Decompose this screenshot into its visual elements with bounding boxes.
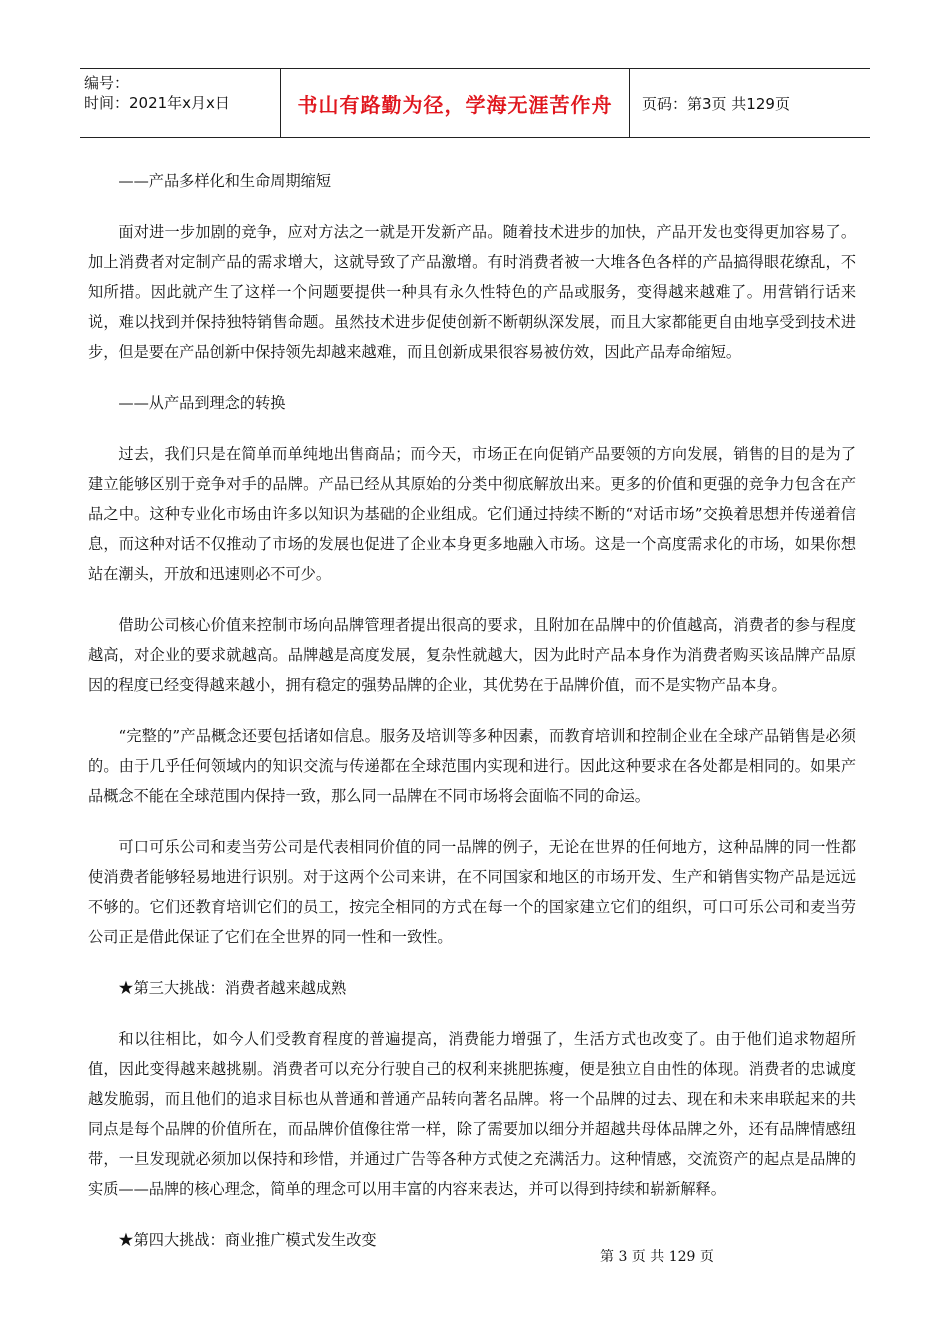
section-subheading: ——产品多样化和生命周期缩短 [118,172,332,190]
document-body [88,166,856,1276]
page-header [80,68,870,138]
section-heading: ★第四大挑战：商业推广模式发生改变 [118,1231,377,1249]
body-paragraph: 过去，我们只是在简单而单纯地出售商品；而今天，市场正在向促销产品要领的方向发展，销售的目的是为了建立能够区别于竞争对手的品牌。产品已经从其原始的分类中彻底解放出来。更多的价值和更强的竞争力包含在产品之中。这种专业化市场由许多以知识为基础的企业组成。它们通过持续不断的“对话市场”交换着思想并传递着信息，而这种对话不仅推动了市场的发展也促进了企业本身更多地融入市场。这是一个高度需求化的市场，如果你想站在潮头，开放和迅速则必不可少。 [88,445,856,583]
body-paragraph: 借助公司核心价值来控制市场向品牌管理者提出很高的要求，且附加在品牌中的价值越高，消费者的参与程度越高，对企业的要求就越高。品牌越是高度发展，复杂性就越大，因为此时产品本身作为消费者购买该品牌产品原因的程度已经变得越来越小，拥有稳定的强势品牌的企业，其优势在于品牌价值，而不是实物产品本身。 [88,616,856,694]
body-paragraph: “完整的”产品概念还要包括诸如信息。服务及培训等多种因素，而教育培训和控制企业在全球产品销售是必须的。由于几乎任何领域内的知识交流与传递都在全球范围内实现和进行。因此这种要求在各处都是相同的。如果产品概念不能在全球范围内保持一致，那么同一品牌在不同市场将会面临不同的命运。 [88,727,856,805]
section-heading: ★第三大挑战：消费者越来越成熟 [118,979,347,997]
body-paragraph: 可口可乐公司和麦当劳公司是代表相同价值的同一品牌的例子，无论在世界的任何地方，这种品牌的同一性都使消费者能够轻易地进行识别。对于这两个公司来讲，在不同国家和地区的市场开发、生产和销售实物产品是远远不够的。它们还教育培训它们的员工，按完全相同的方式在每一个的国家建立它们的组织，可口可乐公司和麦当劳公司正是借此保证了它们在全世界的同一性和一致性。 [88,838,856,946]
header-page-info: 页码：第3页 共129页 [642,94,790,113]
section-subheading: ——从产品到理念的转换 [118,394,286,412]
header-motto: 书山有路勤为径，学海无涯苦作舟 [281,69,630,137]
document-time-label: 时间：2021年x月x日 [84,94,230,112]
body-paragraph: 和以往相比，如今人们受教育程度的普遍提高，消费能力增强了，生活方式也改变了。由于他们追求物超所值，因此变得越来越挑剔。消费者可以充分行驶自己的权利来挑肥拣瘦，便是独立自由性的体现。消费者的忠诚度越发脆弱，而且他们的追求目标也从普通和普通产品转向著名品牌。将一个品牌的过去、现在和未来串联起来的共同点是每个品牌的价值所在，而品牌价值像往常一样，除了需要加以细分并超越共母体品牌之外，还有品牌情感纽带，一旦发现就必须加以保持和珍惜，并通过广告等各种方式使之充满活力。这种情感，交流资产的起点是品牌的实质——品牌的核心理念，简单的理念可以用丰富的内容来表达，并可以得到持续和崭新解释。 [88,1030,856,1198]
page-footer: 第 3 页 共 129 页 [600,1249,714,1265]
body-paragraph: 面对进一步加剧的竞争，应对方法之一就是开发新产品。随着技术进步的加快，产品开发也变得更加容易了。加上消费者对定制产品的需求增大，这就导致了产品激增。有时消费者被一大堆各色各样的产品搞得眼花缭乱，不知所措。因此就产生了这样一个问题要提供一种具有永久性特色的产品或服务，变得越来越难了。用营销行话来说，难以找到并保持独特销售命题。虽然技术进步促使创新不断朝纵深发展，而且大家都能更自由地享受到技术进步，但是要在产品创新中保持领先却越来越难，而且创新成果很容易被仿效，因此产品寿命缩短。 [88,223,856,361]
document-number-label: 编号： [84,74,130,92]
header-left-cell [80,69,281,137]
